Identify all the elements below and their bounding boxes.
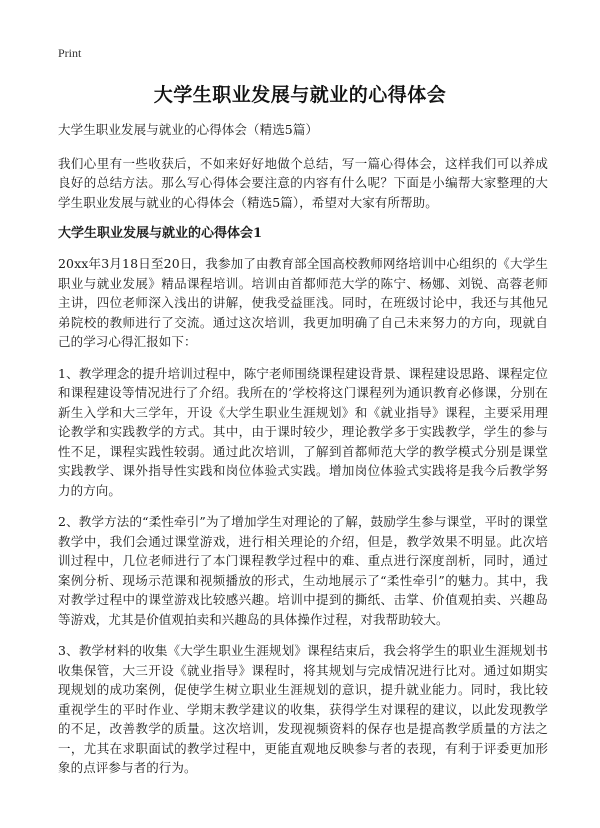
section-heading: 大学生职业发展与就业的心得体会1: [58, 226, 263, 241]
document-subtitle: 大学生职业发展与就业的心得体会（精选5篇）: [58, 122, 319, 137]
body-paragraph: 2、教学方法的“柔性牵引”为了增加学生对理论的了解，鼓励学生参与课堂，平时的课堂教学中，我们会通过课堂游戏，进行相关理论的介绍，但是，教学效果不明显。此次培训过程中，几位老师进行了本门课程教学过程中的难、重点进行深度剖析，同时，通过案例分析、现场示范课和视频播放的形式，生动地展示了“柔性牵引”的魅力。其中，我对教学过程中的课堂游戏比较感兴趣。培训中提到的撕纸、击掌、价值观拍卖、兴趣岛等游戏，尤其是价值观拍卖和兴趣岛的具体操作过程，对我帮助较大。: [58, 514, 548, 627]
document-title: 大学生职业发展与就业的心得体会: [153, 84, 447, 106]
body-paragraph: 3、教学材料的收集《大学生职业生涯规划》课程结束后，我会将学生的职业生涯规划书收集保管，大三开设《就业指导》课程时，将其规划与完成情况进行比对。通过如期实现规划的成功案例，促使学生树立职业生涯规划的意识，提升就业能力。同时，我比较重视学生的平时作业、学期末教学建议的收集，获得学生对课程的建议，以此发现教学的不足，改善教学的质量。这次培训，发现视频资料的保存也是提高教学质量的方法之一，尤其在求职面试的教学过程中，更能直观地反映参与者的表现，有利于评委更加形象的点评参与者的行为。: [58, 643, 548, 775]
print-label: Print: [58, 46, 82, 60]
document-body: [58, 120, 548, 790]
intro-paragraph: 我们心里有一些收获后，不如来好好地做个总结，写一篇心得体会，这样我们可以养成良好的总结方法。那么写心得体会要注意的内容有什么呢？下面是小编帮大家整理的大学生职业发展与就业的心得体会（精选5篇），希望对大家有所帮助。: [58, 155, 548, 210]
body-paragraph: 20xx年3月18日至20日，我参加了由教育部全国高校教师网络培训中心组织的《大学生职业与就业发展》精品课程培训。培训由首都师范大学的陈宁、杨娜、刘锐、高蓉老师主讲，四位老师深入浅出的讲解，使我受益匪浅。同时，在班级讨论中，我还与其他兄弟院校的教师进行了交流。通过这次培训，我更加明确了自己未来努力的方向，现就自己的学习心得汇报如下：: [58, 256, 548, 349]
body-paragraph: 1、教学理念的提升培训过程中，陈宁老师围绕课程建设背景、课程建设思路、课程定位和课程建设等情况进行了介绍。我所在的’学校将这门课程列为通识教育必修课，分别在新生入学和大三学年，开设《大学生职业生涯规划》和《就业指导》课程，主要采用理论教学和实践教学的方式。其中，由于课时较少，理论教学多于实践教学，学生的参与性不足，课程实践性较弱。通过此次培训，了解到首都师范大学的教学模式分别是课堂实践教学、课外指导性实践和岗位体验式实践。增加岗位体验式实践将是我今后教学努力的方向。: [58, 365, 548, 498]
